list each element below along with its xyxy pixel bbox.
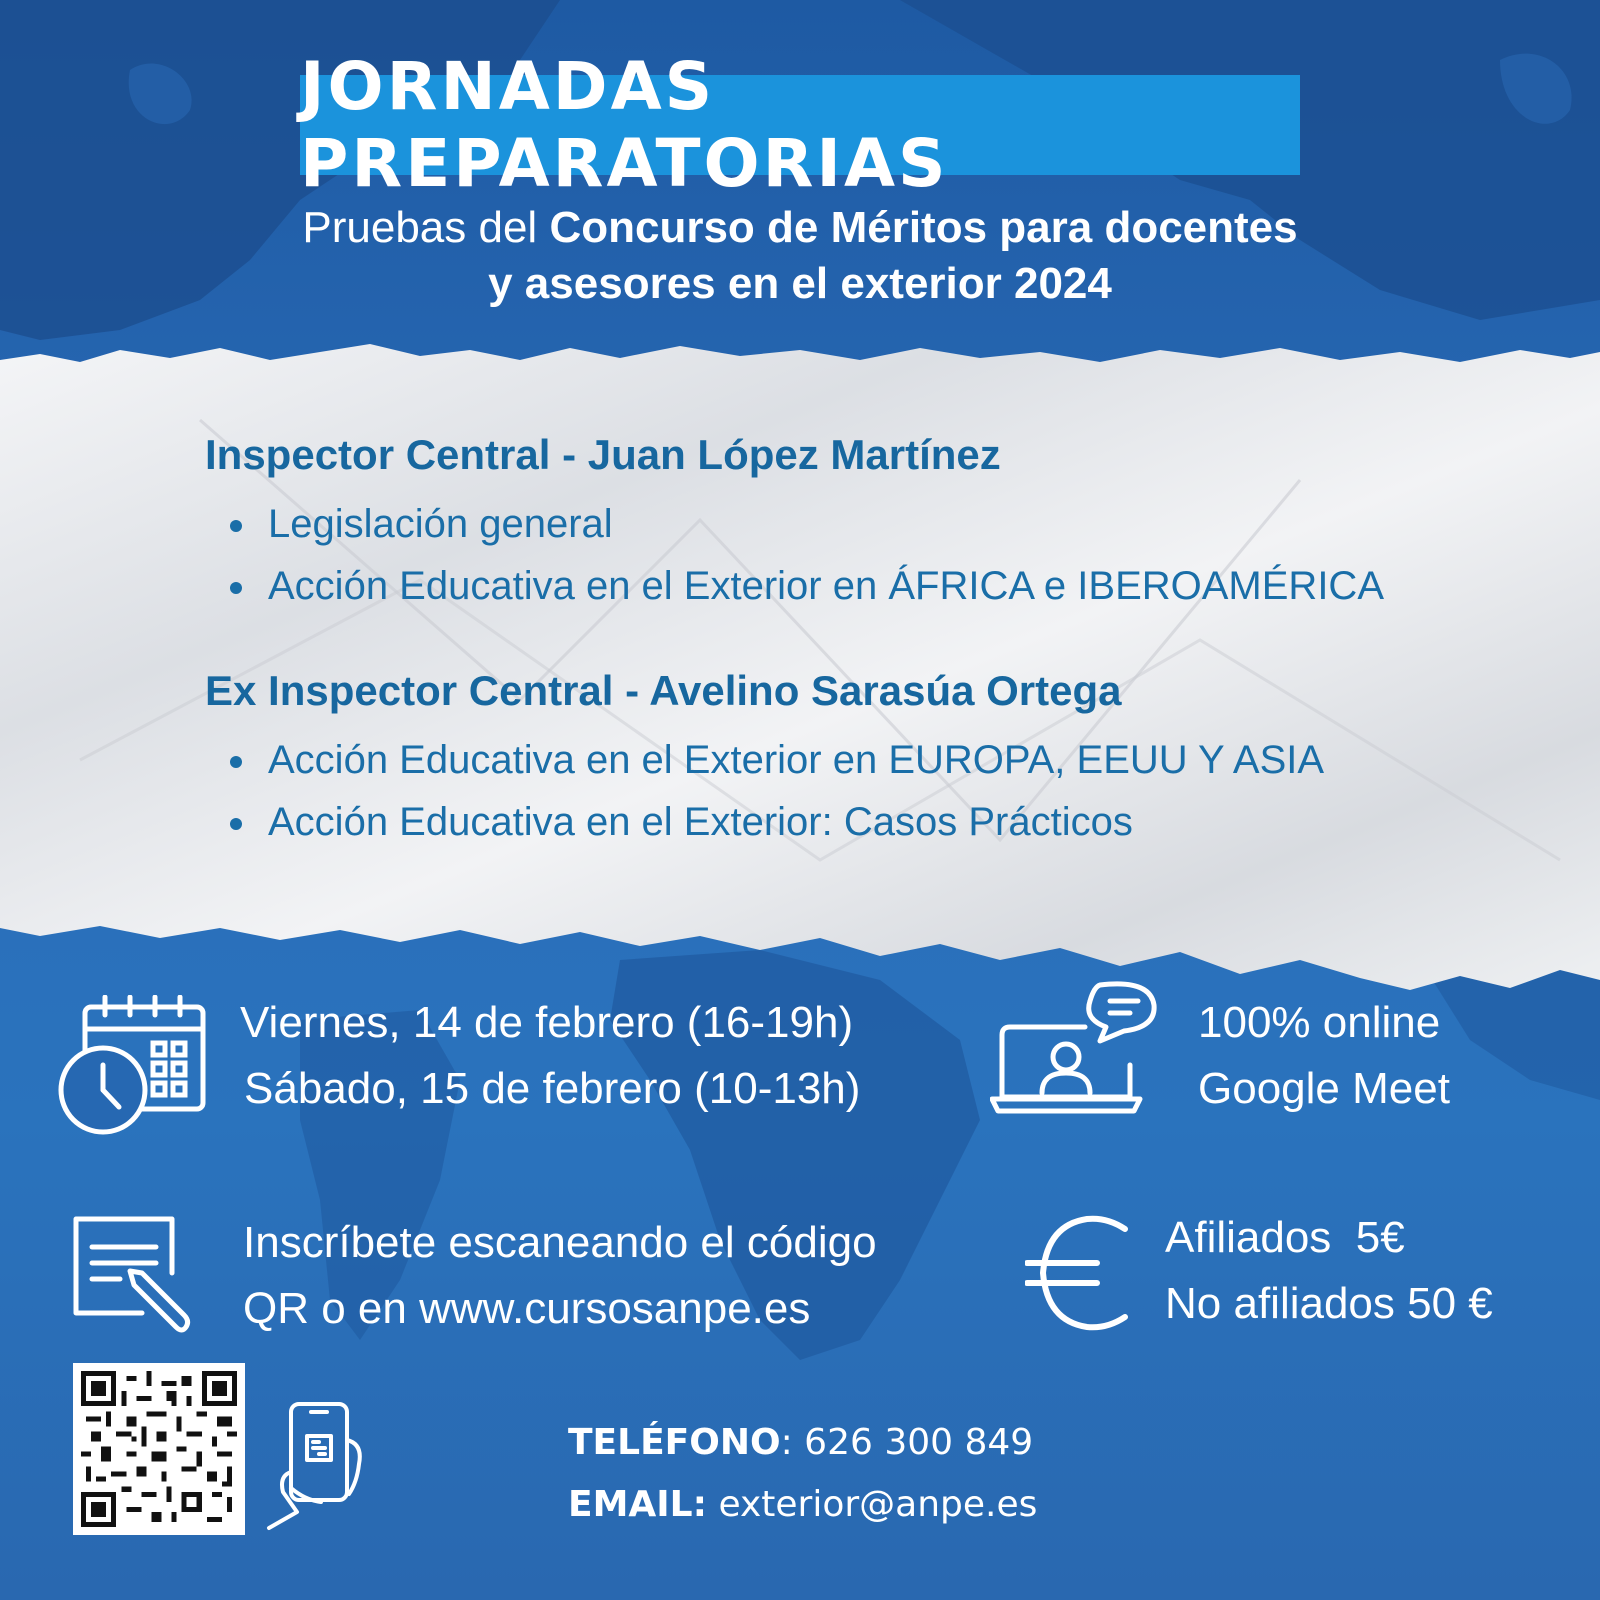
schedule-line-friday: Viernes, 14 de febrero (16-19h) <box>240 998 854 1047</box>
euro-icon <box>1025 1215 1135 1333</box>
topic-item: Acción Educativa en el Exterior: Casos Prácticos <box>205 791 1535 853</box>
registration-info <box>243 1210 877 1342</box>
phone-value[interactable]: : 626 300 849 <box>780 1422 1034 1463</box>
email-label: EMAIL: <box>568 1484 708 1525</box>
speaker-block <box>205 425 1535 617</box>
calendar-clock-icon <box>55 995 210 1135</box>
laptop-meeting-icon <box>990 975 1160 1135</box>
phone-row <box>568 1412 1037 1474</box>
topic-item: Legislación general <box>205 493 1535 555</box>
registration-line2: QR o en www.cursosanpe.es <box>243 1284 811 1333</box>
email-value[interactable]: exterior@anpe.es <box>707 1484 1038 1525</box>
email-row <box>568 1474 1037 1536</box>
speaker-block <box>205 661 1535 853</box>
speakers-section <box>205 425 1535 897</box>
subtitle <box>100 200 1500 312</box>
topic-item: Acción Educativa en el Exterior en ÁFRICA e IBEROAMÉRICA <box>205 555 1535 617</box>
form-pencil-icon <box>72 1215 192 1335</box>
topic-item: Acción Educativa en el Exterior en EUROPA, EEUU Y ASIA <box>205 729 1535 791</box>
phone-qr-scan-icon <box>265 1400 365 1535</box>
page-title: JORNADAS PREPARATORIAS <box>300 48 949 202</box>
speaker-name: Ex Inspector Central - Avelino Sarasúa Ortega <box>205 667 1122 714</box>
modality-info <box>1198 990 1450 1122</box>
registration-line1: Inscríbete escaneando el código <box>243 1218 877 1267</box>
subtitle-bold-line2: y asesores en el exterior 2024 <box>488 259 1112 308</box>
contact-info <box>568 1412 1037 1536</box>
topic-list <box>205 729 1535 853</box>
topic-list <box>205 493 1535 617</box>
title-banner <box>300 48 1300 202</box>
speaker-name: Inspector Central - Juan López Martínez <box>205 431 1001 478</box>
subtitle-bold-line1: Concurso de Méritos para docentes <box>549 203 1298 252</box>
pricing-info <box>1165 1205 1493 1337</box>
qr-code[interactable] <box>73 1363 245 1535</box>
qr-code-pattern <box>81 1371 237 1527</box>
price-members: Afiliados 5€ <box>1165 1213 1405 1262</box>
modality-online: 100% online <box>1198 998 1441 1047</box>
schedule-info <box>240 990 860 1122</box>
phone-label: TELÉFONO <box>568 1422 781 1463</box>
subtitle-prefix: Pruebas del <box>302 203 538 252</box>
price-non-members: No afiliados 50 € <box>1165 1279 1493 1328</box>
modality-platform: Google Meet <box>1198 1064 1450 1113</box>
schedule-line-saturday: Sábado, 15 de febrero (10-13h) <box>244 1064 861 1113</box>
